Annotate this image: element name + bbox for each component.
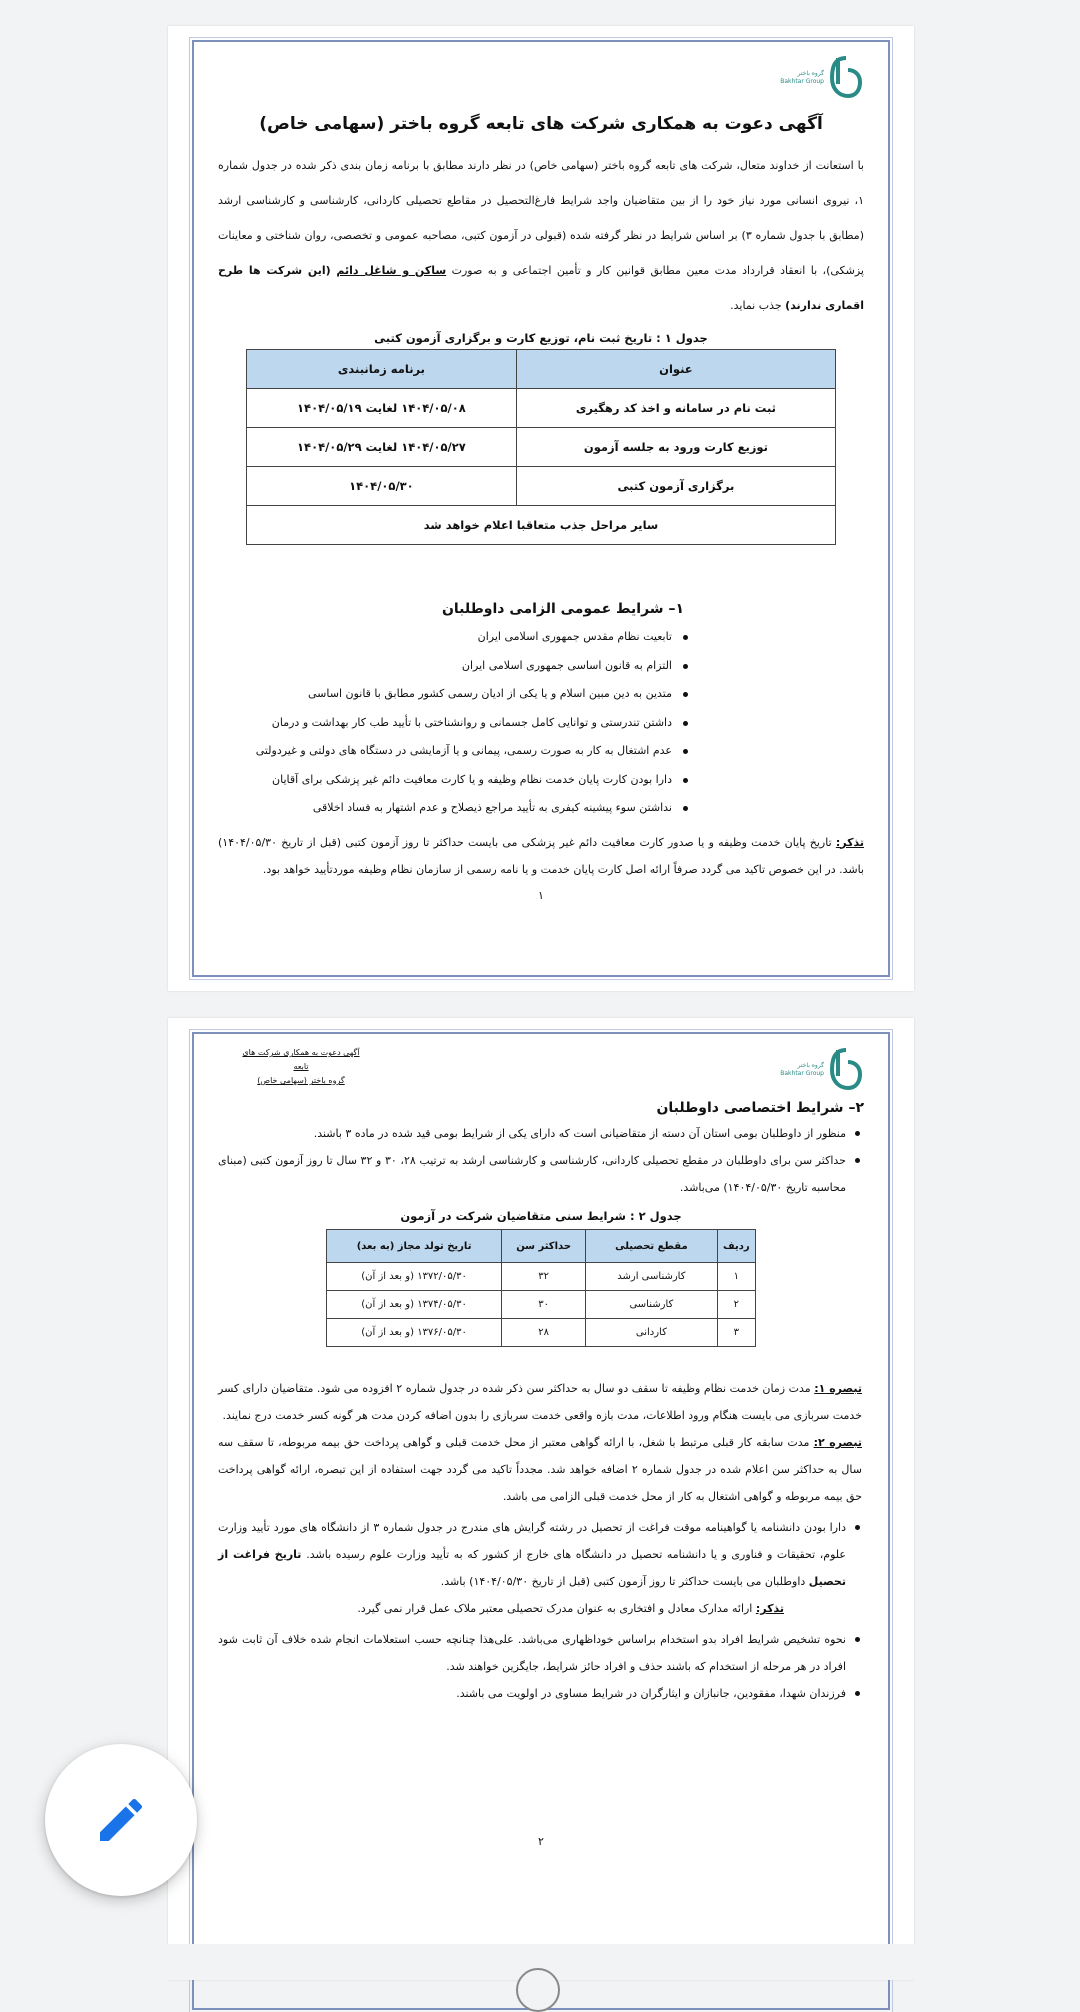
list-item: حداکثر سن برای داوطلبان در مقطع تحصیلی کاردانی، کارشناسی و کارشناسی ارشد به ترتیب ۲۸، ۳۰ و ۳۲ سال تا روز آزمون کتبی (مبنای محاسبه تاریخ ۱۴۰۴/۰۵/۳۰) می‌باشد. bbox=[218, 1147, 846, 1201]
table-row: برگزاری آزمون کتبی ۱۴۰۴/۰۵/۳۰ bbox=[247, 467, 836, 506]
list-item: نداشتن سوء پیشینه کیفری به تأیید مراجع ذیصلاح و عدم اشتهار به فساد اخلاقی bbox=[218, 794, 672, 823]
list-item: دارا بودن دانشنامه یا گواهینامه موقت فراغت از تحصیل در رشته گرایش های مندرج در جدول شماره ۳ از دانشگاه های مورد تأیید وزارت علوم، تحقیقات و فناوری و یا دانشنامه تحصیل در دانشگاه های خارج از کشور که به تأیید وزارت علوم رسیده باشد. تاریخ فراغت از تحصیل داوطلبان می بایست حداکثر تا روز آزمون کتبی (قبل از تاریخ ۱۴۰۴/۰۵/۳۰) باشد. bbox=[218, 1514, 846, 1595]
logo-icon bbox=[828, 1046, 864, 1092]
list-item: داشتن تندرستی و توانایی کامل جسمانی و روانشناختی با تأیید طب کار بهداشت و درمان bbox=[218, 709, 672, 738]
schedule-table bbox=[246, 349, 836, 545]
intro-paragraph: با استعانت از خداوند متعال، شرکت های تابعه گروه باختر (سهامی خاص) در نظر دارند مطابق با برنامه زمان بندی ذکر شده در جدول شماره ۱، نیروی انسانی مورد نیاز خود را از بین متقاضیان واجد شرایط فارغ‌التحصیل در مقاطع تحصیلی کاردانی، کارشناسی و کارشناسی ارشد (مطابق با جدول شماره ۳) بر اساس شرایط در نظر گرفته شده (قبولی در آزمون کتبی، مصاحبه عمومی و تخصصی، روان شناختی و معاینات پزشکی)، با انعقاد قرارداد مدت معین مطابق قوانین کار و تأمین اجتماعی و به صورت ساکن و شاغل دائم (این شرکت ها طرح اقماری ندارند) جذب نماید. bbox=[218, 159, 864, 312]
table-row: توزیع کارت ورود به جلسه آزمون ۱۴۰۴/۰۵/۲۷ لغایت ۱۴۰۴/۰۵/۲۹ bbox=[247, 428, 836, 467]
scroll-indicator[interactable] bbox=[516, 1968, 560, 2012]
table-row: ۳ کاردانی ۲۸ ۱۳۷۶/۰۵/۳۰ (و بعد از آن) bbox=[327, 1319, 756, 1347]
table-row: ۱ کارشناسی ارشد ۳۲ ۱۳۷۲/۰۵/۳۰ (و بعد از آن) bbox=[327, 1263, 756, 1291]
list-item: متدین به دین مبین اسلام و یا یکی از ادیان رسمی کشور مطابق با قانون اساسی bbox=[218, 680, 672, 709]
section2-title: ۲– شرایط اختصاصی داوطلبان bbox=[656, 1100, 864, 1116]
note-paragraph: تذکر: تاریخ پایان خدمت وظیفه و یا صدور کارت معافیت دائم غیر پزشکی می بایست حداکثر تا روز آزمون کتبی (قبل از تاریخ ۱۴۰۴/۰۵/۳۰) باشد. در این خصوص تاکید می گردد صرفاً ارائه اصل کارت پایان خدمت و یا نامه رسمی از سازمان نظام وظیفه موردتأیید خواهد بود. bbox=[218, 835, 864, 876]
list-item: تابعیت نظام مقدس جمهوری اسلامی ایران bbox=[218, 623, 672, 652]
table1-header-title: عنوان bbox=[516, 350, 835, 389]
tabsare-2: تبصره ۲: مدت سابقه کار قبلی مرتبط با شغل، با ارائه گواهی معتبر از محل خدمت قبلی و گواهی پرداخت حق بیمه مربوطه، تا سقف سه سال به حداکثر سن اعلام شده در جدول شماره ۲ اضافه خواهد شد. مجدداً تاکید می گردد جهت استفاده از این تبصره، ارائه گواهی پرداخت حق بیمه مربوطه و گواهی اشتغال به کار از محل خدمت قبلی الزامی می باشد. bbox=[218, 1436, 862, 1503]
table2-caption: جدول ۲ : شرایط سنی متقاضیان شرکت در آزمون bbox=[400, 1209, 682, 1223]
list-item: التزام به قانون اساسی جمهوری اسلامی ایران bbox=[218, 652, 672, 681]
edit-button[interactable] bbox=[45, 1744, 197, 1896]
table-row bbox=[247, 506, 836, 545]
list-item: فرزندان شهدا، مفقودین، جانبازان و ایثارگران در شرایط مساوی در اولویت می باشند. bbox=[218, 1680, 846, 1707]
page-number: ۱ bbox=[538, 888, 544, 902]
table-row: ۲ کارشناسی ۳۰ ۱۳۷۴/۰۵/۳۰ (و بعد از آن) bbox=[327, 1291, 756, 1319]
page-border bbox=[192, 1032, 890, 2010]
logo-text-en: Bakhtar Group bbox=[780, 78, 824, 85]
page-border bbox=[192, 40, 890, 977]
other-requirements-list bbox=[218, 1626, 864, 1707]
page-number: ۲ bbox=[538, 1835, 544, 1848]
table1-header-schedule: برنامه زمانبندی bbox=[247, 350, 517, 389]
education-requirements-list bbox=[218, 1514, 864, 1595]
list-item: نحوه تشخیص شرایط افراد بدو استخدام براساس خوداظهاری می‌باشد. علی‌هذا چنانچه حسب استعلامات انجام شده خلاف آن ثابت شود افراد در هر مرحله از استخدام که باشند حذف و افراد حائز شرایط، جایگزین خواهند شد. bbox=[218, 1626, 846, 1680]
company-logo: گروه باختر Bakhtar Group bbox=[774, 1046, 864, 1096]
table1-caption: جدول ۱ : تاریخ ثبت نام، توزیع کارت و برگزاری آزمون کتبی bbox=[374, 331, 708, 345]
running-header: آگهی دعوت به همکاری شرکت های تابعه گروه باختر (سهامی خاص) bbox=[242, 1048, 360, 1085]
intro-emphasis: ساکن و شاغل دائم bbox=[336, 264, 447, 277]
document-page-2 bbox=[168, 1018, 914, 1980]
note-2: تذکر: ارائه مدارک معادل و افتخاری به عنوان مدرک تحصیلی معتبر ملاک عمل قرار نمی گیرد. bbox=[357, 1602, 784, 1615]
list-item: منظور از داوطلبان بومی استان آن دسته از متقاضیانی است که دارای یکی از شرایط بومی قید شده در ماده ۳ باشند. bbox=[218, 1120, 846, 1147]
document-title: آگهی دعوت به همکاری شرکت های تابعه گروه باختر (سهامی خاص) bbox=[259, 114, 823, 134]
document-page-1 bbox=[168, 26, 914, 991]
list-item: دارا بودن کارت پایان خدمت نظام وظیفه و یا کارت معافیت دائم غیر پزشکی برای آقایان bbox=[218, 766, 672, 795]
section1-title: ۱– شرایط عمومی الزامی داوطلبان bbox=[441, 601, 684, 617]
logo-icon bbox=[828, 54, 864, 100]
logo-text-fa: گروه باختر bbox=[797, 70, 824, 77]
list-item: عدم اشتغال به کار به صورت رسمی، پیمانی و یا آزمایشی در دستگاه های دولتی و غیردولتی bbox=[218, 737, 672, 766]
company-logo bbox=[774, 54, 864, 104]
tabsare-1: تبصره ۱: مدت زمان خدمت نظام وظیفه تا سقف دو سال به حداکثر سن ذکر شده در جدول شماره ۲ افزوده می شود. متقاضیان دارای کسر خدمت سربازی می بایست هنگام ورود اطلاعات، مدت بازه واقعی خدمت سربازی را بدون اضافه کردن مدت هر گونه کسر خدمت درج نمایند. bbox=[218, 1382, 862, 1422]
table1-footer: سایر مراحل جذب متعاقبا اعلام خواهد شد bbox=[247, 506, 836, 545]
age-limits-table: ردیف مقطع تحصیلی حداکثر سن تاریخ تولد مجاز (به بعد) ۱ کارشناسی ارشد ۳۲ ۱۳۷۲/۰۵/۳۰ (و بعد از آن) ۲ کارشناسی ۳۰ ۱۳۷۴/۰۵/۳۰ (و بعد از آن) ۳ کاردانی ۲۸ ۱۳۷۶/۰۵/۳۰ (و بعد از آن) bbox=[326, 1229, 756, 1347]
pencil-edit-icon bbox=[93, 1792, 149, 1848]
table-row: ثبت نام در سامانه و اخذ کد رهگیری ۱۴۰۴/۰۵/۰۸ لغایت ۱۴۰۴/۰۵/۱۹ bbox=[247, 389, 836, 428]
general-requirements-list bbox=[218, 623, 864, 823]
specific-requirements-list bbox=[218, 1120, 864, 1201]
